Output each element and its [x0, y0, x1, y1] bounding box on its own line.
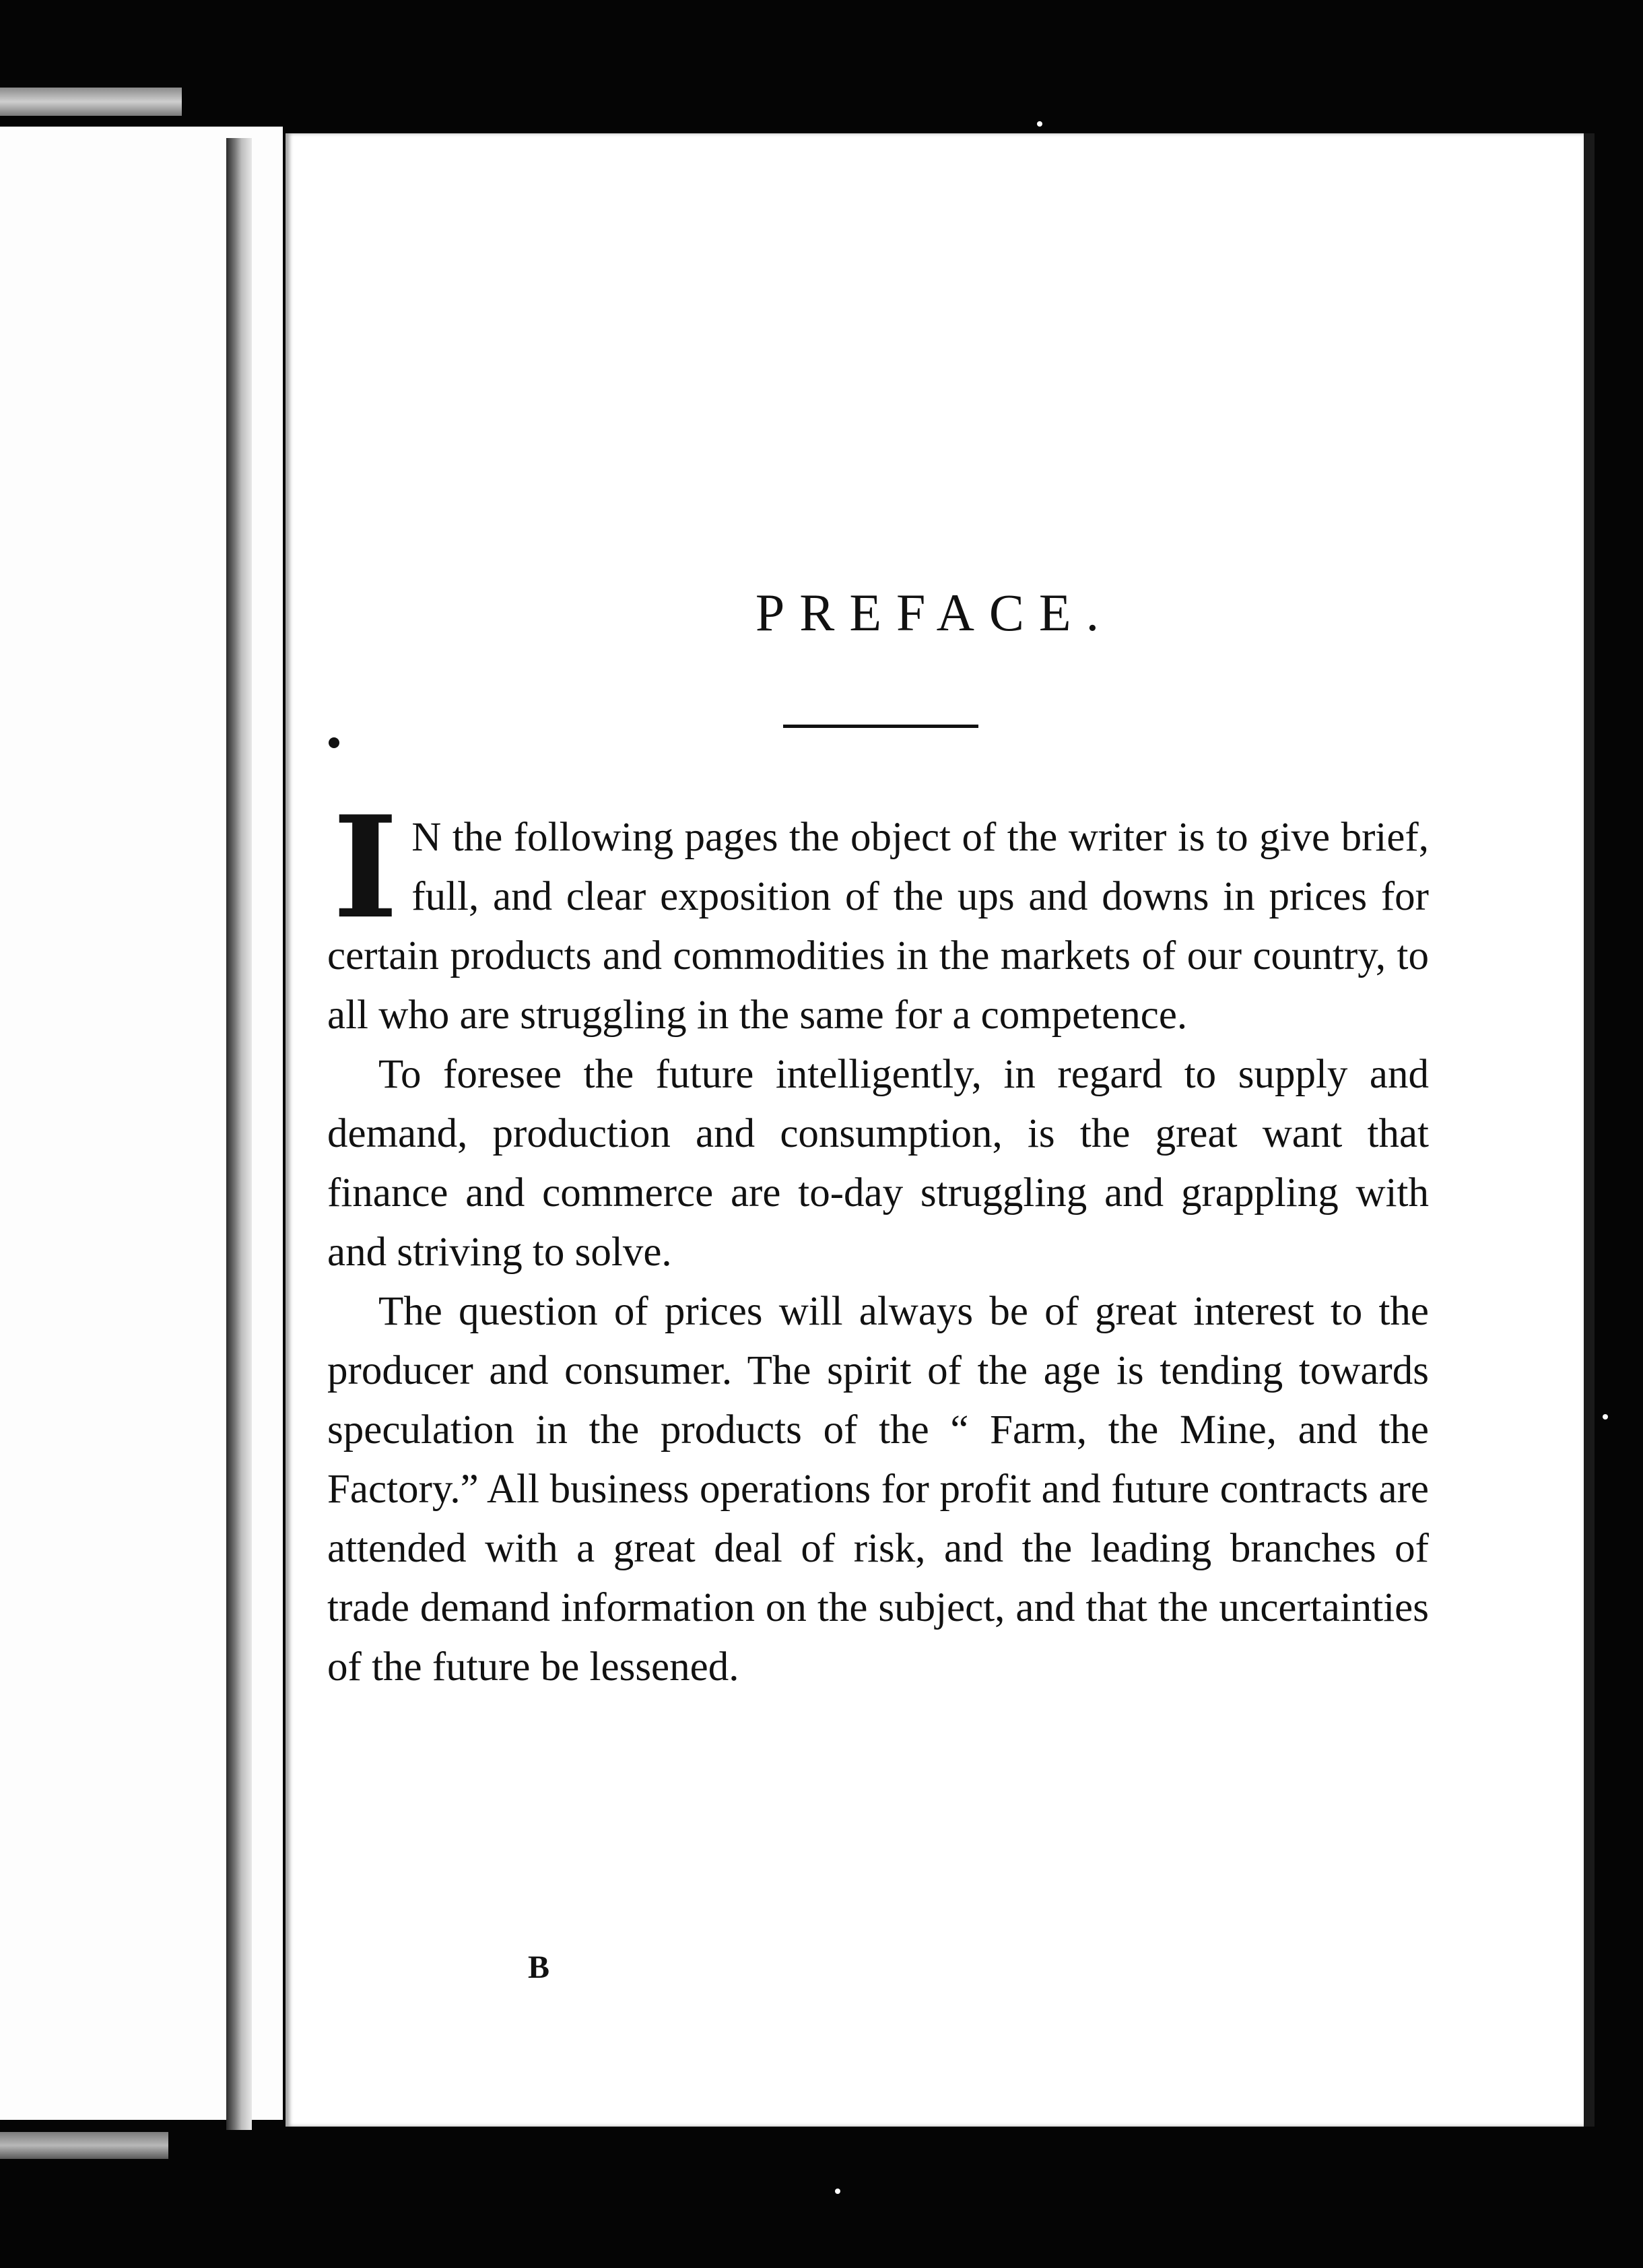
paragraph-3: The question of prices will always be of great interest to the producer and consumer. The spirit of the age is tending towards speculation in the products of the “ Farm, the Mine, and the Factory.” All business operations for profit and future contracts are attended with a great deal of risk, and the leading branches of trade demand information on the subject, and that the uncertainties of the future be lessened. — [327, 1289, 1429, 1690]
scan-speck — [1037, 121, 1042, 127]
paragraph-1-text: N the following pages the object of the writer is to give brief, full, and clear exposition of the ups and downs in prices for certain products and commodities in the markets of our country, to all who are struggling in the same for a competence. — [327, 815, 1429, 1038]
page-title: PREFACE. — [755, 583, 1114, 642]
preface-body — [327, 786, 1429, 1697]
scan-speck — [1603, 1414, 1608, 1420]
paragraph-2: To foresee the future intelligently, in regard to supply and demand, production and consumption, is the great want that finance and commerce are to-day struggling and grappling with and striving to solve. — [327, 1052, 1429, 1275]
title-rule — [783, 725, 978, 728]
scan-speck — [835, 2189, 840, 2194]
book-cover-edge-top — [0, 88, 182, 116]
signature-mark: B — [528, 1949, 550, 1985]
ink-dot — [329, 737, 339, 748]
paragraph-1 — [327, 786, 1429, 1045]
scan-speck — [1469, 149, 1475, 155]
book-gutter — [226, 138, 252, 2130]
decorative-drop-cap: I — [333, 786, 399, 950]
book-cover-edge-bottom — [0, 2132, 168, 2159]
